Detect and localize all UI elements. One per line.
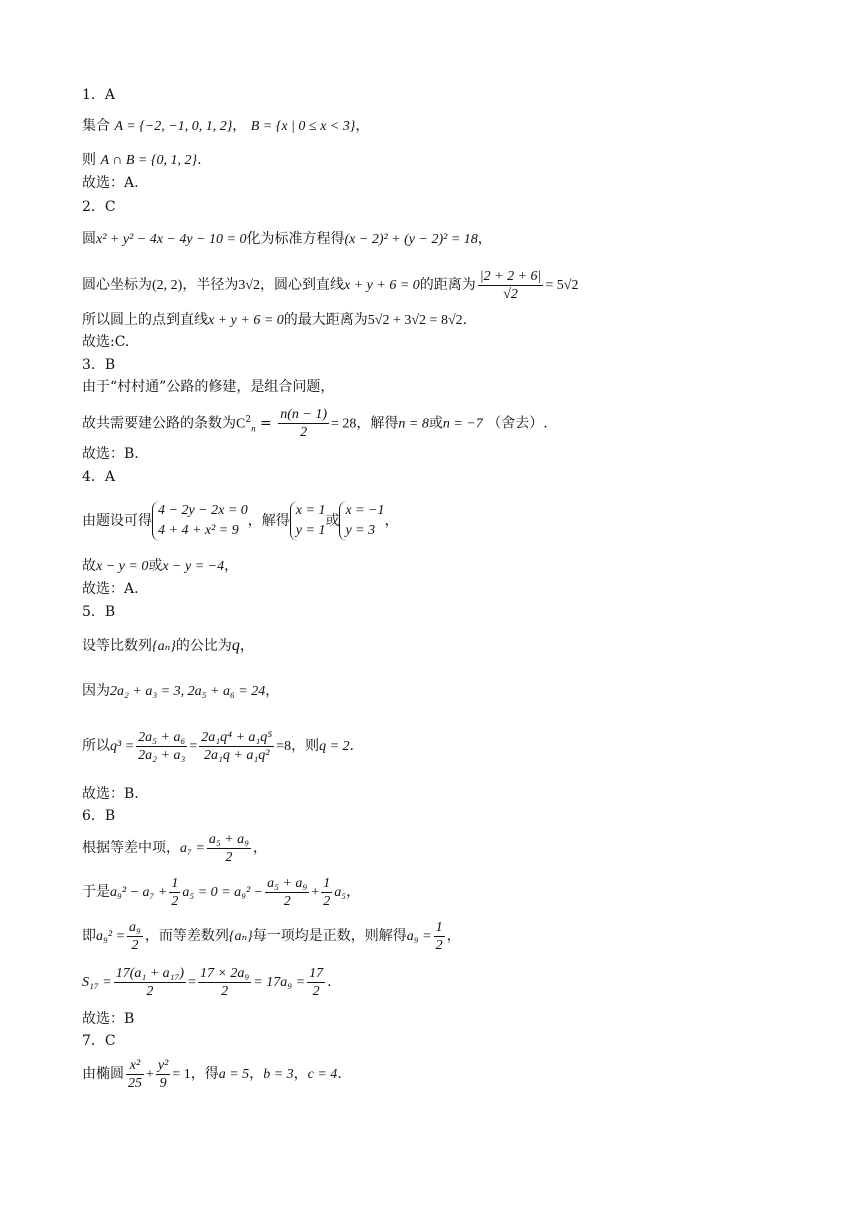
q2-answer: 故选:C.: [82, 334, 130, 350]
q2-heading: 2．C: [82, 199, 116, 215]
solution-1: x = 1 y = 1: [290, 501, 326, 541]
q5-line3: 所以q³ = $\frac{\text{2a₅ + a₆}}{\text{2a₂ + a₃}}$ = $\frac{\text{2a₁q⁴ + a₁q⁵}}{\text{2a₁q + a₁q²}}$ =8，则q = 2.: [82, 729, 354, 763]
system-equations: 4 − 2y − 2x = 0 4 + 4 + x² = 9: [152, 501, 248, 541]
q6-line3: 即a₉² = $\frac{\text{a₉}}{2}$ ，而等差数列{aₙ}每一项均是正数，则解得a₉ = $\frac{1}{2}$ ，: [82, 919, 461, 953]
q6-answer: 故选：B: [82, 1011, 135, 1027]
q6-line4: S₁₇ = $\frac{\text{17(a₁ + a₁₇)}}{2}$ = $\frac{\text{17 × 2a₉}}{2}$ = 17a₉ = $\frac{17}{2}$ .: [82, 965, 332, 999]
q2-line1: 圆x² + y² − 4x − 4y − 10 = 0化为标准方程得(x − 2)² + (y − 2)² = 18，: [82, 231, 492, 247]
q6-heading: 6．B: [82, 808, 116, 824]
q1-line1: 集合 A = {−2, −1, 0, 1, 2}， B = {x | 0 ≤ x < 3}，: [82, 118, 370, 134]
q5-answer: 故选：B.: [82, 786, 139, 802]
solution-2: x = −1 y = 3: [339, 501, 384, 541]
q1-line2: 则 A ∩ B = {0, 1, 2}.: [82, 152, 202, 168]
q3-answer: 故选：B.: [82, 446, 139, 462]
q2-line2: 圆心坐标为(2, 2)，半径为3√2，圆心到直线x + y + 6 = 0的距离为 $\frac{|2 + 2 + 6|}{√2}$ = 5√2: [82, 268, 579, 302]
q7-line1: 由椭圆 $\frac{\text{x²}}{25}$ + $\frac{\text{y²}}{9}$ = 1，得a = 5，b = 3，c = 4.: [82, 1057, 342, 1091]
q6-line2: 于是a₉² − a₇ + $\frac{1}{2}$ a₅ = 0 = a₉² − $\frac{\text{a₅ + a₉}}{2}$ + $\frac{1}{2}$ a₅，: [82, 875, 361, 909]
q3-line2: 故共需要建公路的条数为$C^2_n$ = $\frac{n(n - 1)}{2}$ = 28，解得n = 8或n = −7 （舍去）.: [82, 407, 548, 441]
q6-line1: 根据等差中项，a₇ = $\frac{\text{a₅ + a₉}}{2}$ ，: [82, 831, 268, 865]
q4-heading: 4．A: [82, 469, 116, 485]
q2-line3: 所以圆上的点到直线x + y + 6 = 0的最大距离为5√2 + 3√2 = 8√2.: [82, 312, 468, 328]
q7-heading: 7．C: [82, 1033, 116, 1049]
q4-answer: 故选：A.: [82, 581, 139, 597]
q4-line1: 由题设可得 4 − 2y − 2x = 0 4 + 4 + x² = 9 ，解得 x = 1 y = 1 或 x = −1 y = 3 ，: [82, 498, 399, 544]
distance-fraction: $\frac{|2 + 2 + 6|}{√2}$: [479, 268, 542, 302]
q1-answer: 故选：A.: [82, 175, 139, 191]
q4-line2: 故x − y = 0或x − y = −4，: [82, 558, 239, 574]
combination-fraction: $\frac{n(n - 1)}{2}$: [280, 407, 327, 441]
q5-line2: 因为2a₂ + a₃ = 3, 2a₅ + a₆ = 24，: [82, 683, 280, 699]
q3-line1: 由于“村村通”公路的修建，是组合问题，: [82, 379, 335, 395]
q5-line1: 设等比数列{aₙ}的公比为q，: [82, 637, 254, 654]
q1-heading: 1．A: [82, 87, 116, 103]
q3-heading: 3．B: [82, 357, 116, 373]
q5-heading: 5．B: [82, 604, 116, 620]
